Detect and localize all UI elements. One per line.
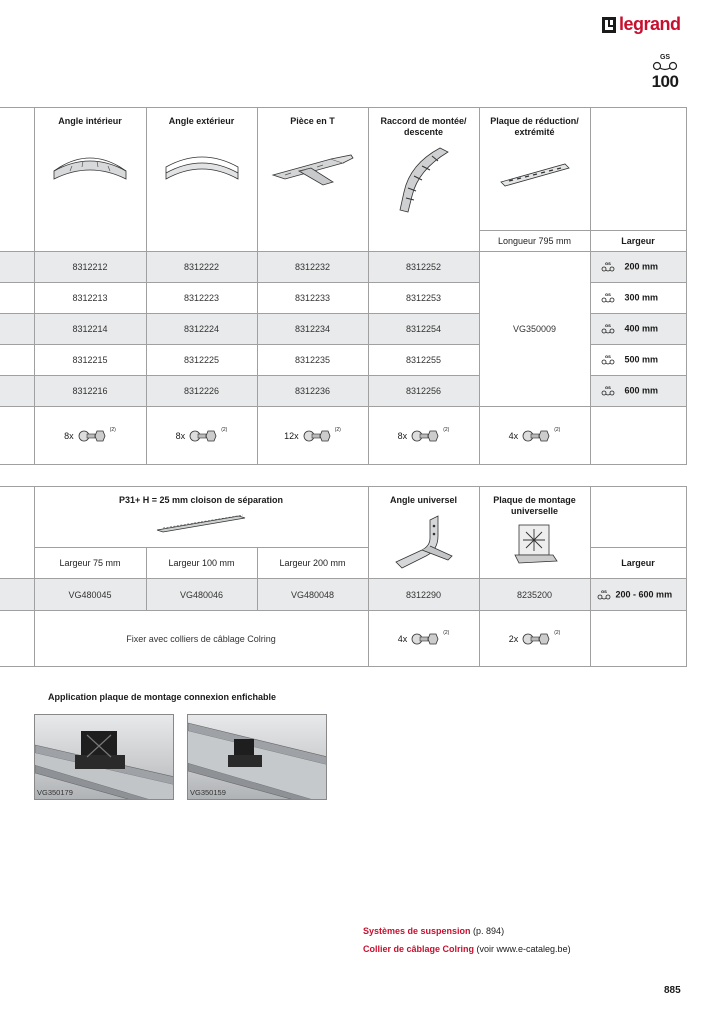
svg-text:GS: GS	[604, 292, 611, 297]
code-cell: 8312252	[368, 252, 479, 283]
blank-cell	[0, 579, 34, 611]
screw-cell	[368, 611, 479, 667]
code-cell: VG480045	[34, 579, 146, 611]
screw-qty: 8x	[64, 430, 74, 441]
code-cell: 8312235	[257, 345, 368, 376]
code-cell: 8312216	[34, 376, 146, 407]
width-value: 500 mm	[624, 354, 659, 365]
header-outer-angle-label: Angle extérieur	[168, 116, 235, 126]
blank-cell	[590, 611, 686, 667]
bolt-nut-icon	[522, 429, 550, 443]
header-tee	[257, 108, 368, 252]
note-mark: (2)	[554, 629, 561, 636]
screw-qty: 8x	[175, 430, 186, 441]
bolt-nut-icon	[78, 429, 106, 443]
width-header: Largeur	[590, 548, 686, 579]
header-reduction-plate-label: Plaque de réduction/ extrémité	[490, 116, 579, 137]
width-cell	[590, 579, 686, 611]
header-reduction-plate	[479, 108, 590, 231]
note-mark: (2)	[334, 426, 341, 433]
code-cell: 8312256	[368, 376, 479, 407]
note-mark: (2)	[109, 426, 116, 433]
code-cell: VG480048	[257, 579, 368, 611]
inner-angle-illustration	[50, 149, 130, 185]
partition-width-label: Largeur 200 mm	[257, 548, 368, 579]
header-universal-angle	[368, 487, 479, 579]
header-mounting-plate	[479, 487, 590, 579]
application-photo-2	[187, 714, 327, 800]
code-cell: 8312225	[146, 345, 257, 376]
header-riser	[368, 108, 479, 252]
fix-note: Fixer avec colliers de câblage Colring	[34, 611, 368, 667]
tee-illustration	[271, 149, 355, 189]
reference-rest: (voir www.e-cataleg.be)	[474, 944, 571, 954]
blank-cell	[590, 487, 686, 548]
code-cell: 8312214	[34, 314, 146, 345]
code-cell: 8312224	[146, 314, 257, 345]
screw-qty: 4x	[508, 430, 519, 441]
code-cell: 8312212	[34, 252, 146, 283]
product-table-1	[0, 107, 687, 465]
series-badge-number: 100	[651, 72, 679, 91]
blank-cell	[0, 314, 34, 345]
reference-line	[363, 922, 571, 940]
product-table-2	[0, 486, 687, 667]
svg-text:GS: GS	[604, 385, 611, 390]
reference-link[interactable]: Systèmes de suspension	[363, 926, 471, 936]
application-title: Application plaque de montage connexion enfichable	[48, 692, 277, 702]
header-mounting-plate-label: Plaque de montage universelle	[493, 495, 576, 516]
svg-text:GS: GS	[604, 323, 611, 328]
header-inner-angle-label: Angle intérieur	[58, 116, 122, 126]
series-badge-label: GS	[659, 54, 671, 61]
partition-width-label: Largeur 100 mm	[146, 548, 257, 579]
code-cell: 8312290	[368, 579, 479, 611]
blank-cell	[0, 407, 34, 465]
code-cell: 8312222	[146, 252, 257, 283]
screw-cell	[34, 407, 146, 465]
bolt-nut-icon	[411, 429, 439, 443]
partition-illustration	[155, 512, 247, 534]
application-photo-1	[34, 714, 174, 800]
bolt-nut-icon	[522, 632, 550, 646]
photo-code: VG350179	[37, 788, 73, 797]
screw-qty: 8x	[397, 430, 408, 441]
header-partition	[34, 487, 368, 548]
note-mark: (2)	[221, 426, 228, 433]
header-outer-angle	[146, 108, 257, 252]
blank-cell	[0, 108, 34, 252]
series-badge	[650, 54, 680, 91]
code-cell: 8312213	[34, 283, 146, 314]
code-cell: 8312236	[257, 376, 368, 407]
blank-cell	[0, 611, 34, 667]
bolt-nut-icon	[411, 632, 439, 646]
width-cell	[590, 345, 686, 376]
width-value: 600 mm	[624, 385, 659, 396]
width-value: 200 - 600 mm	[615, 588, 673, 599]
code-cell: 8312226	[146, 376, 257, 407]
code-cell: 8312254	[368, 314, 479, 345]
riser-illustration	[394, 142, 454, 214]
wire-loop-icon	[652, 61, 678, 71]
gs-icon	[601, 385, 615, 397]
width-header: Largeur	[590, 231, 686, 252]
bolt-nut-icon	[189, 429, 217, 443]
code-cell: 8312255	[368, 345, 479, 376]
blank-cell	[0, 345, 34, 376]
gs-icon	[597, 589, 611, 601]
width-value: 400 mm	[624, 323, 659, 334]
code-cell: 8235200	[479, 579, 590, 611]
blank-cell	[0, 376, 34, 407]
legrand-logo	[602, 14, 681, 35]
code-cell: VG480046	[146, 579, 257, 611]
page-number: 885	[664, 985, 681, 996]
screw-qty: 2x	[508, 633, 519, 644]
note-mark: (2)	[443, 629, 450, 636]
legrand-mark-icon	[602, 17, 616, 33]
code-cell: 8312234	[257, 314, 368, 345]
header-tee-label: Pièce en T	[290, 116, 335, 126]
partition-width-label: Largeur 75 mm	[34, 548, 146, 579]
note-mark: (2)	[554, 426, 561, 433]
code-cell: 8312253	[368, 283, 479, 314]
code-cell: VG350009	[479, 252, 590, 407]
note-mark: (2)	[443, 426, 450, 433]
code-cell: 8312223	[146, 283, 257, 314]
universal-angle-illustration	[392, 514, 456, 572]
svg-text:GS: GS	[600, 588, 607, 594]
screw-cell	[257, 407, 368, 465]
code-cell: 8312232	[257, 252, 368, 283]
blank-cell	[0, 283, 34, 314]
reference-line	[363, 940, 571, 958]
screw-cell	[368, 407, 479, 465]
reference-rest: (p. 894)	[470, 926, 505, 936]
references	[363, 922, 571, 958]
svg-text:GS: GS	[604, 354, 611, 359]
svg-text:GS: GS	[604, 261, 611, 266]
header-partition-label: P31+ H = 25 mm cloison de séparation	[118, 495, 284, 505]
gs-icon	[601, 354, 615, 366]
header-riser-label: Raccord de montée/ descente	[380, 116, 467, 137]
reduction-plate-illustration	[499, 160, 571, 188]
gs-icon	[601, 323, 615, 335]
blank-cell	[0, 252, 34, 283]
screw-qty: 12x	[284, 430, 299, 441]
width-value: 300 mm	[624, 292, 659, 303]
screw-cell	[146, 407, 257, 465]
header-inner-angle	[34, 108, 146, 252]
screw-qty: 4x	[397, 633, 408, 644]
blank-cell	[590, 407, 686, 465]
blank-cell	[0, 487, 34, 579]
width-value: 200 mm	[624, 261, 659, 272]
width-cell	[590, 376, 686, 407]
photo-code: VG350159	[190, 788, 226, 797]
reference-link[interactable]: Collier de câblage Colring	[363, 944, 475, 954]
bolt-nut-icon	[303, 429, 331, 443]
brand-name: legrand	[619, 14, 681, 34]
mounting-plate-illustration	[511, 523, 559, 567]
header-universal-angle-label: Angle universel	[390, 495, 458, 505]
width-cell	[590, 252, 686, 283]
code-cell: 8312233	[257, 283, 368, 314]
outer-angle-illustration	[162, 149, 242, 185]
screw-cell	[479, 611, 590, 667]
gs-icon	[601, 261, 615, 273]
gs-icon	[601, 292, 615, 304]
screw-cell	[479, 407, 590, 465]
blank-cell	[590, 108, 686, 231]
plate-length-label: Longueur 795 mm	[479, 231, 590, 252]
code-cell: 8312215	[34, 345, 146, 376]
width-cell	[590, 283, 686, 314]
width-cell	[590, 314, 686, 345]
